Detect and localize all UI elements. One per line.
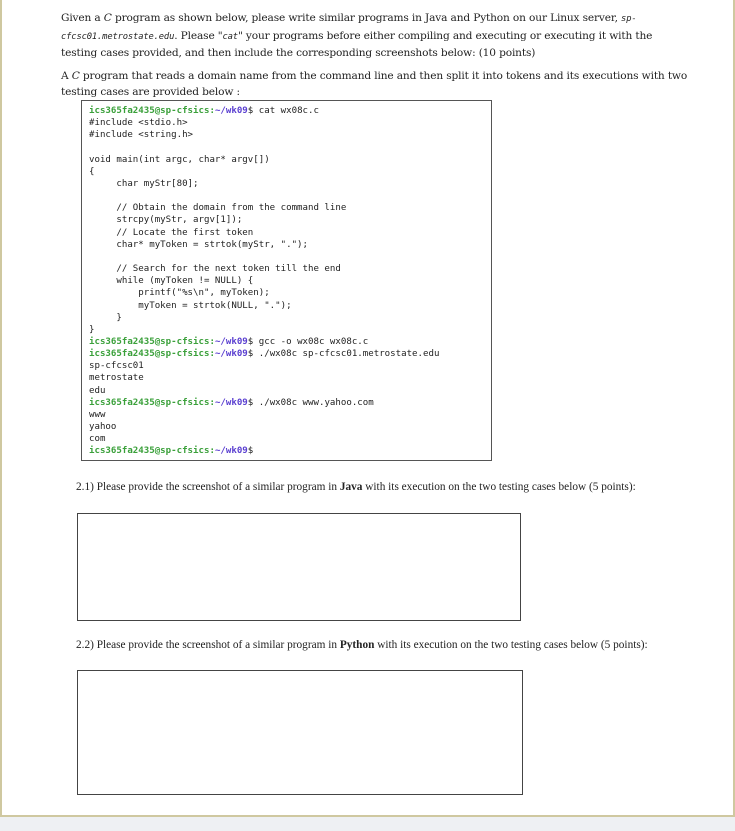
terminal-content — [89, 105, 484, 458]
q1-start: 2.1) Please provide the screenshot of a similar program in — [76, 481, 340, 493]
intro-text — [61, 10, 691, 107]
cat-keyword: cat — [222, 31, 238, 42]
prompt-path: ~/wk09 — [214, 349, 248, 360]
prompt-user: ics365fa2435@sp-cfsics: — [89, 336, 215, 347]
intro-p1-please: . Please " — [174, 29, 223, 42]
python-answer-box[interactable] — [77, 670, 523, 795]
output-run-2: www yahoo com — [89, 409, 117, 445]
output-run-1: sp-cfcsc01 metrostate edu — [89, 361, 144, 396]
terminal-screenshot — [81, 100, 492, 461]
prompt-user: ics365fa2435@sp-cfsics: — [89, 349, 215, 360]
command-cat: $ cat wx08c.c — [247, 106, 319, 116]
q1-language: Java — [339, 481, 363, 493]
java-answer-box[interactable] — [77, 513, 521, 621]
intro-paragraph-1 — [61, 10, 691, 62]
c-source-code: #include <stdio.h> #include <string.h> void main(int argc, char* argv[]) { char myStr[80]; // Obtain the domain from the command line strcpy(myStr, argv[1]); // Locate the first token char* myToken = strtok(myStr, "."); // Search for the next token till the end while (myToken != NULL) { printf("%s\n", myToken); myToken = strtok(NULL, "."); } } — [89, 118, 347, 335]
q2-language: Python — [339, 639, 375, 651]
prompt-path: ~/wk09 — [214, 106, 248, 116]
q2-end: with its execution on the two testing cases below (5 points): — [374, 639, 648, 651]
intro-p1-end: " your programs before either compiling and executing or executing it with the testing cases provided, and then include the corresponding screenshots below: (10 points) — [61, 29, 653, 59]
question-2-1 — [76, 481, 716, 493]
prompt-end: $ — [247, 446, 254, 457]
prompt-path: ~/wk09 — [214, 336, 248, 347]
command-gcc: $ gcc -o wx08c wx08c.c — [247, 336, 369, 347]
intro-p1-start: Given a — [61, 12, 104, 24]
prompt-user: ics365fa2435@sp-cfsics: — [89, 397, 215, 408]
intro-p2-start: A — [61, 69, 72, 82]
intro-paragraph-2 — [61, 68, 691, 101]
prompt-user: ics365fa2435@sp-cfsics: — [89, 446, 215, 457]
prompt-path: ~/wk09 — [214, 446, 248, 457]
command-run-2: $ ./wx08c www.yahoo.com — [247, 397, 374, 408]
q2-start: 2.2) Please provide the screenshot of a similar program in — [76, 639, 340, 651]
prompt-path: ~/wk09 — [214, 397, 248, 408]
question-2-2 — [76, 639, 716, 651]
intro-p2-end: program that reads a domain name from the command line and then split it into tokens and its executions with two testing cases are provided below : — [61, 69, 688, 98]
q1-end: with its execution on the two testing cases below (5 points): — [362, 481, 636, 493]
prompt-user: ics365fa2435@sp-cfsics: — [89, 106, 215, 116]
intro-p1-mid: program as shown below, please write similar programs in Java and Python on our Linux server, — [111, 12, 622, 24]
server-name: sp-cfcsc01.metrostate.edu — [61, 14, 637, 42]
command-run-1: $ ./wx08c sp-cfcsc01.metrostate.edu — [247, 349, 440, 360]
intro-p2-c: C — [71, 69, 80, 82]
intro-p1-c: C — [103, 12, 112, 24]
